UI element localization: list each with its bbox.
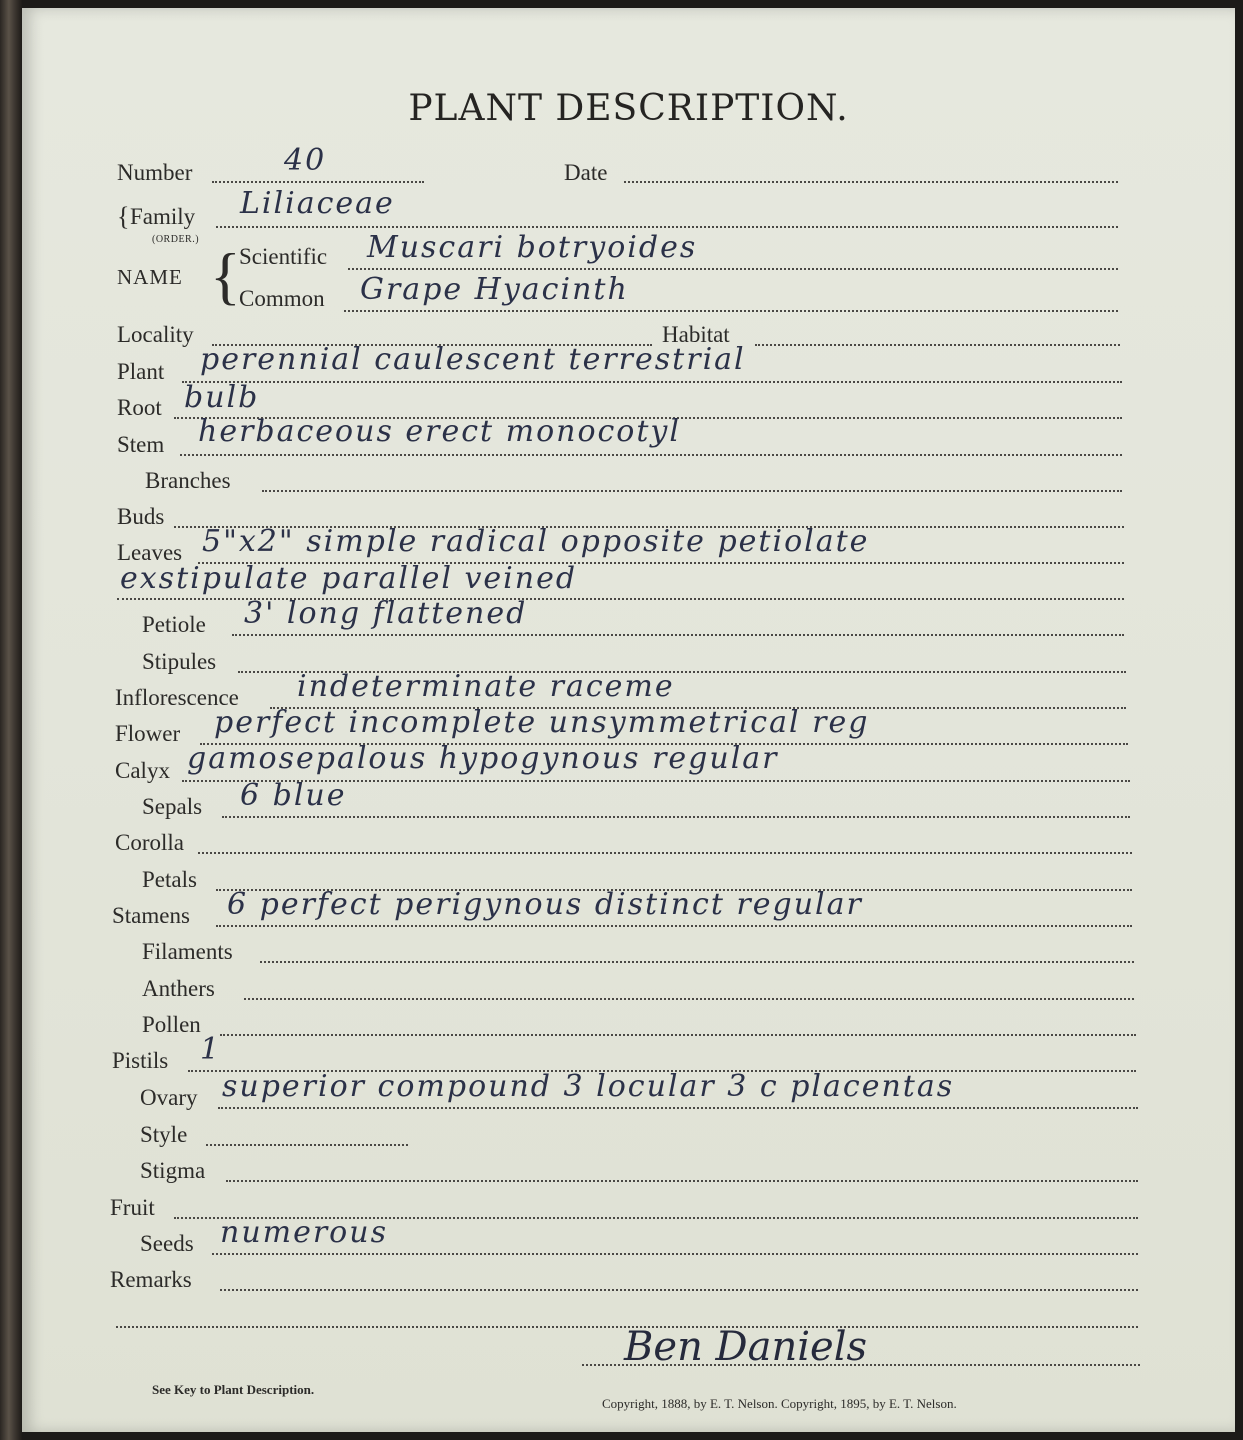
entry-petiole: 3' long flattened bbox=[244, 596, 528, 631]
entry-family: Liliaceae bbox=[240, 186, 395, 221]
label-style: Style bbox=[140, 1122, 188, 1147]
label-stamens: Stamens bbox=[112, 903, 190, 928]
line-sepals bbox=[222, 816, 1130, 818]
label-sepals: Sepals bbox=[142, 794, 203, 819]
entry-ovary: superior compound 3 locular 3 c placentas bbox=[222, 1069, 955, 1104]
line-family bbox=[216, 226, 1118, 228]
entry-root: bulb bbox=[184, 380, 260, 415]
entry-sepals: 6 blue bbox=[240, 778, 347, 813]
label-plant: Plant bbox=[117, 359, 165, 384]
entry-plant: perennial caulescent terrestrial bbox=[200, 342, 746, 377]
label-stem: Stem bbox=[117, 432, 165, 457]
line-seeds bbox=[212, 1253, 1138, 1255]
entry-seeds: numerous bbox=[220, 1215, 388, 1250]
line-anthers bbox=[244, 998, 1134, 1000]
page-title: PLANT DESCRIPTION. bbox=[408, 88, 849, 129]
line-petiole bbox=[232, 634, 1124, 636]
label-stipules: Stipules bbox=[142, 649, 217, 674]
label-filaments: Filaments bbox=[142, 939, 233, 964]
key-note: See Key to Plant Description. bbox=[152, 1382, 315, 1397]
line-scientific bbox=[348, 268, 1118, 270]
line-remarks-1 bbox=[220, 1289, 1138, 1291]
line-corolla bbox=[198, 852, 1132, 854]
label-number: Number bbox=[117, 160, 193, 185]
label-inflorescence: Inflorescence bbox=[115, 685, 239, 710]
line-filaments bbox=[260, 961, 1134, 963]
label-stigma: Stigma bbox=[140, 1158, 206, 1183]
label-pistils: Pistils bbox=[112, 1048, 169, 1073]
entry-number: 40 bbox=[284, 143, 327, 178]
label-remarks: Remarks bbox=[110, 1267, 192, 1292]
label-root: Root bbox=[117, 395, 162, 420]
form-page bbox=[22, 8, 1235, 1432]
label-order: (ORDER.) bbox=[152, 234, 200, 245]
line-common bbox=[344, 310, 1118, 312]
label-name: NAME bbox=[117, 265, 183, 289]
entry-stamens: 6 perfect perigynous distinct regular bbox=[227, 887, 863, 922]
entry-common: Grape Hyacinth bbox=[360, 272, 629, 307]
label-pollen: Pollen bbox=[142, 1012, 201, 1037]
entry-pistils: 1 bbox=[200, 1032, 222, 1067]
entry-scientific: Muscari botryoides bbox=[367, 230, 698, 265]
line-number bbox=[212, 181, 424, 183]
label-anthers: Anthers bbox=[142, 976, 215, 1001]
label-date: Date bbox=[564, 160, 608, 185]
entry-leaves-line-1: 5"x2" simple radical opposite petiolate bbox=[202, 524, 870, 559]
entry-leaves-line-2: exstipulate parallel veined bbox=[120, 561, 578, 596]
label-ovary: Ovary bbox=[140, 1085, 198, 1110]
label-fruit: Fruit bbox=[110, 1195, 155, 1220]
label-locality: Locality bbox=[117, 322, 194, 347]
label-calyx: Calyx bbox=[115, 758, 170, 783]
name-brace: { bbox=[210, 240, 241, 311]
label-scientific: Scientific bbox=[239, 244, 328, 269]
label-branches: Branches bbox=[145, 468, 231, 493]
label-corolla: Corolla bbox=[115, 830, 184, 855]
book-binding bbox=[0, 0, 22, 1440]
entry-calyx: gamosepalous hypogynous regular bbox=[187, 741, 779, 776]
entry-inflorescence: indeterminate raceme bbox=[297, 669, 675, 704]
label-buds: Buds bbox=[117, 504, 165, 529]
label-leaves: Leaves bbox=[117, 540, 183, 565]
entry-flower: perfect incomplete unsymmetrical reg bbox=[214, 705, 870, 740]
label-petiole: Petiole bbox=[142, 612, 206, 637]
label-seeds: Seeds bbox=[140, 1231, 194, 1256]
signature: Ben Daniels bbox=[624, 1324, 868, 1370]
line-stem bbox=[180, 454, 1122, 456]
label-petals: Petals bbox=[142, 867, 197, 892]
line-style bbox=[206, 1144, 408, 1146]
copyright-note: Copyright, 1888, by E. T. Nelson. Copyright, 1895, by E. T. Nelson. bbox=[602, 1396, 957, 1411]
line-stamens bbox=[216, 925, 1132, 927]
label-habitat: Habitat bbox=[662, 322, 730, 347]
line-pollen bbox=[220, 1034, 1136, 1036]
line-branches bbox=[262, 490, 1122, 492]
line-stigma bbox=[226, 1180, 1138, 1182]
line-date bbox=[624, 181, 1118, 183]
label-common: Common bbox=[239, 286, 325, 311]
label-flower: Flower bbox=[115, 721, 181, 746]
line-habitat bbox=[755, 344, 1120, 346]
entry-stem: herbaceous erect monocotyl bbox=[198, 414, 681, 449]
line-plant bbox=[182, 381, 1122, 383]
line-ovary bbox=[218, 1107, 1138, 1109]
label-family: Family bbox=[130, 204, 196, 229]
family-brace: { bbox=[117, 202, 130, 231]
